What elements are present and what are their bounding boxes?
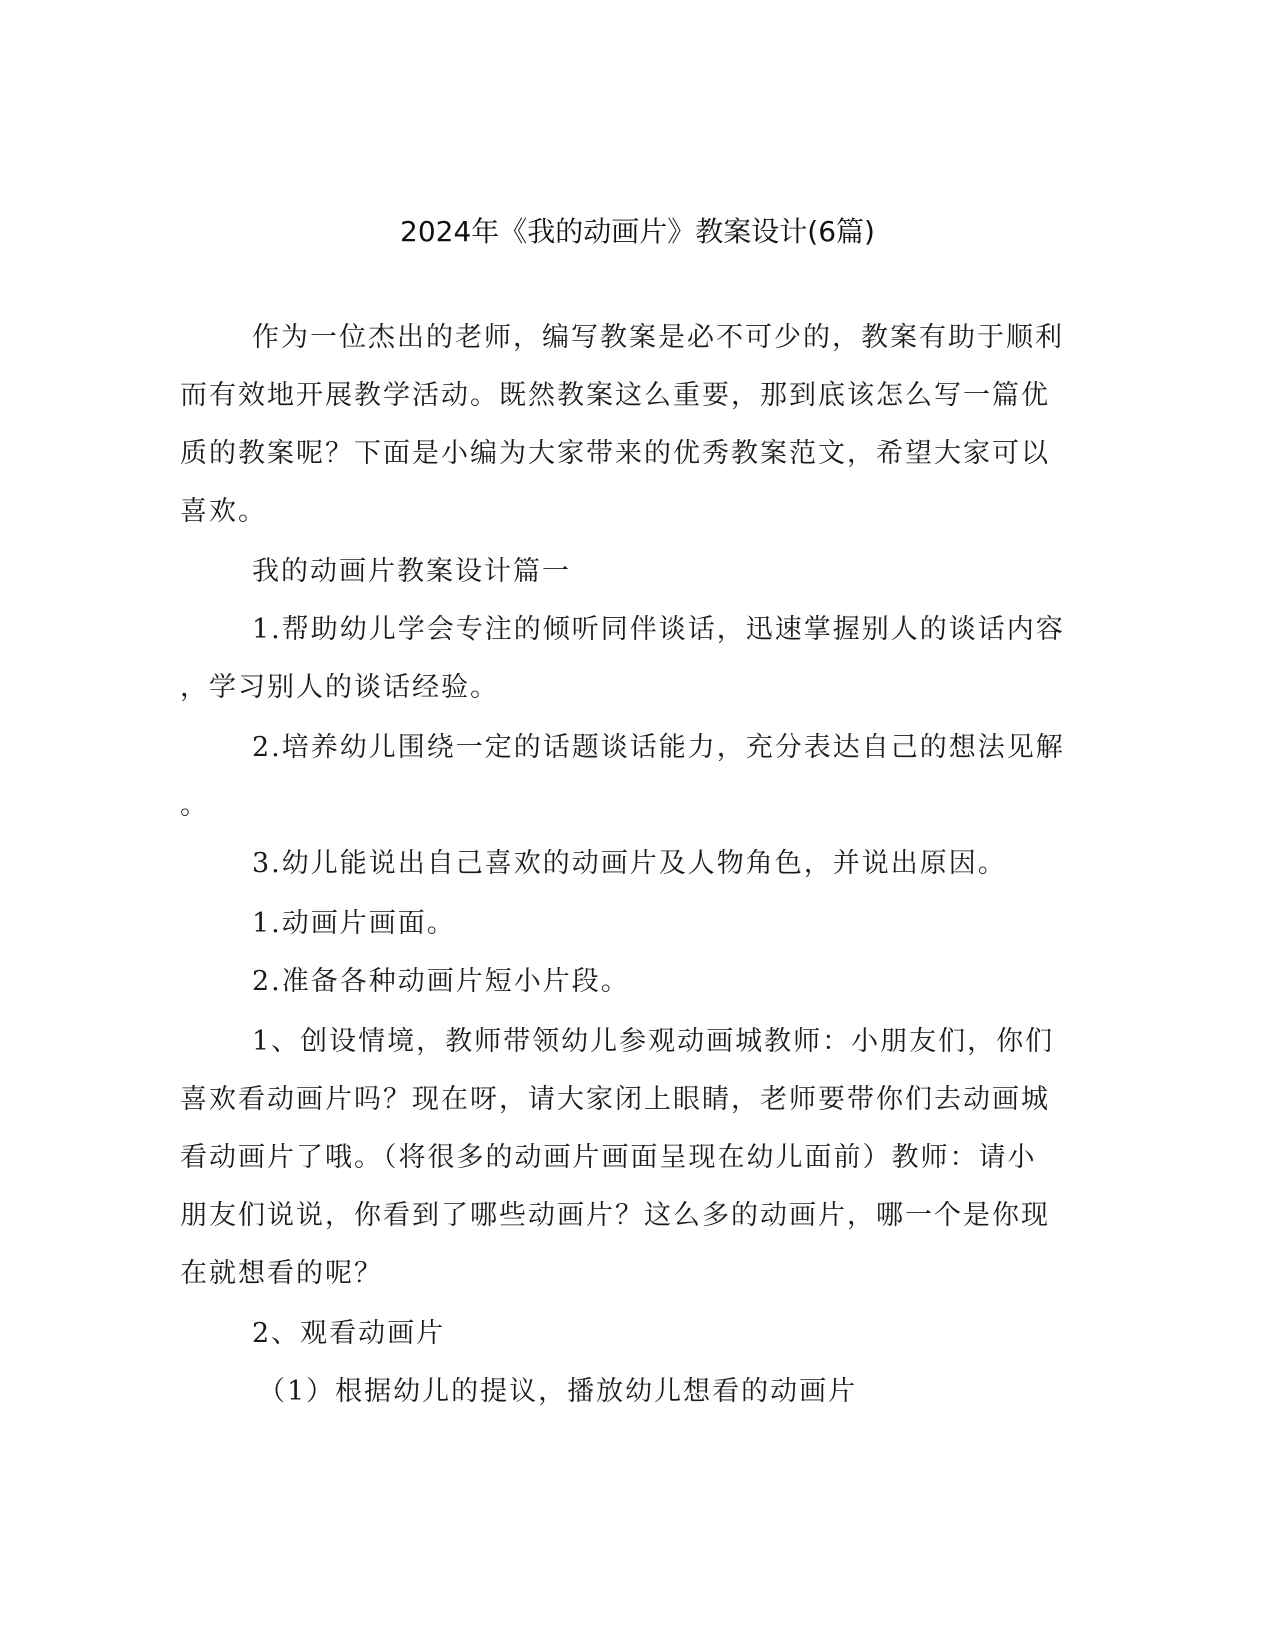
paragraph-line: 看动画片了哦。（将很多的动画片画面呈现在幼儿面前）教师：请小 bbox=[180, 1142, 1037, 1173]
paragraph-line: 。 bbox=[180, 790, 209, 821]
paragraph-line: 而有效地开展教学活动。既然教案这么重要，那到底该怎么写一篇优 bbox=[180, 380, 1050, 411]
paragraph-line: 1.动画片画面。 bbox=[252, 908, 456, 939]
section-heading: 我的动画片教案设计篇一 bbox=[252, 556, 571, 587]
paragraph-line: 2、观看动画片 bbox=[252, 1318, 446, 1349]
paragraph-line: 1.帮助幼儿学会专注的倾听同伴谈话，迅速掌握别人的谈话内容 bbox=[252, 614, 1065, 645]
paragraph-line: 朋友们说说，你看到了哪些动画片？这么多的动画片，哪一个是你现 bbox=[180, 1200, 1050, 1231]
paragraph-line: ，学习别人的谈话经验。 bbox=[180, 672, 499, 703]
paragraph-line: 2.准备各种动画片短小片段。 bbox=[252, 966, 630, 997]
paragraph-line: 2.培养幼儿围绕一定的话题谈话能力，充分表达自己的想法见解 bbox=[252, 732, 1065, 763]
paragraph-line: 质的教案呢？下面是小编为大家带来的优秀教案范文，希望大家可以 bbox=[180, 438, 1050, 469]
document-title: 2024年《我的动画片》教案设计(6篇) bbox=[400, 215, 875, 248]
paragraph-line: 在就想看的呢？ bbox=[180, 1258, 383, 1289]
paragraph-line: （1）根据幼儿的提议，播放幼儿想看的动画片 bbox=[258, 1376, 858, 1407]
paragraph-line: 喜欢。 bbox=[180, 496, 267, 527]
paragraph-line: 喜欢看动画片吗？现在呀，请大家闭上眼睛，老师要带你们去动画城 bbox=[180, 1084, 1050, 1115]
paragraph-line: 3.幼儿能说出自己喜欢的动画片及人物角色，并说出原因。 bbox=[252, 848, 1007, 879]
paragraph-line: 1、创设情境，教师带领幼儿参观动画城教师：小朋友们，你们 bbox=[252, 1026, 1055, 1057]
paragraph-line: 作为一位杰出的老师，编写教案是必不可少的，教案有助于顺利 bbox=[252, 322, 1064, 353]
